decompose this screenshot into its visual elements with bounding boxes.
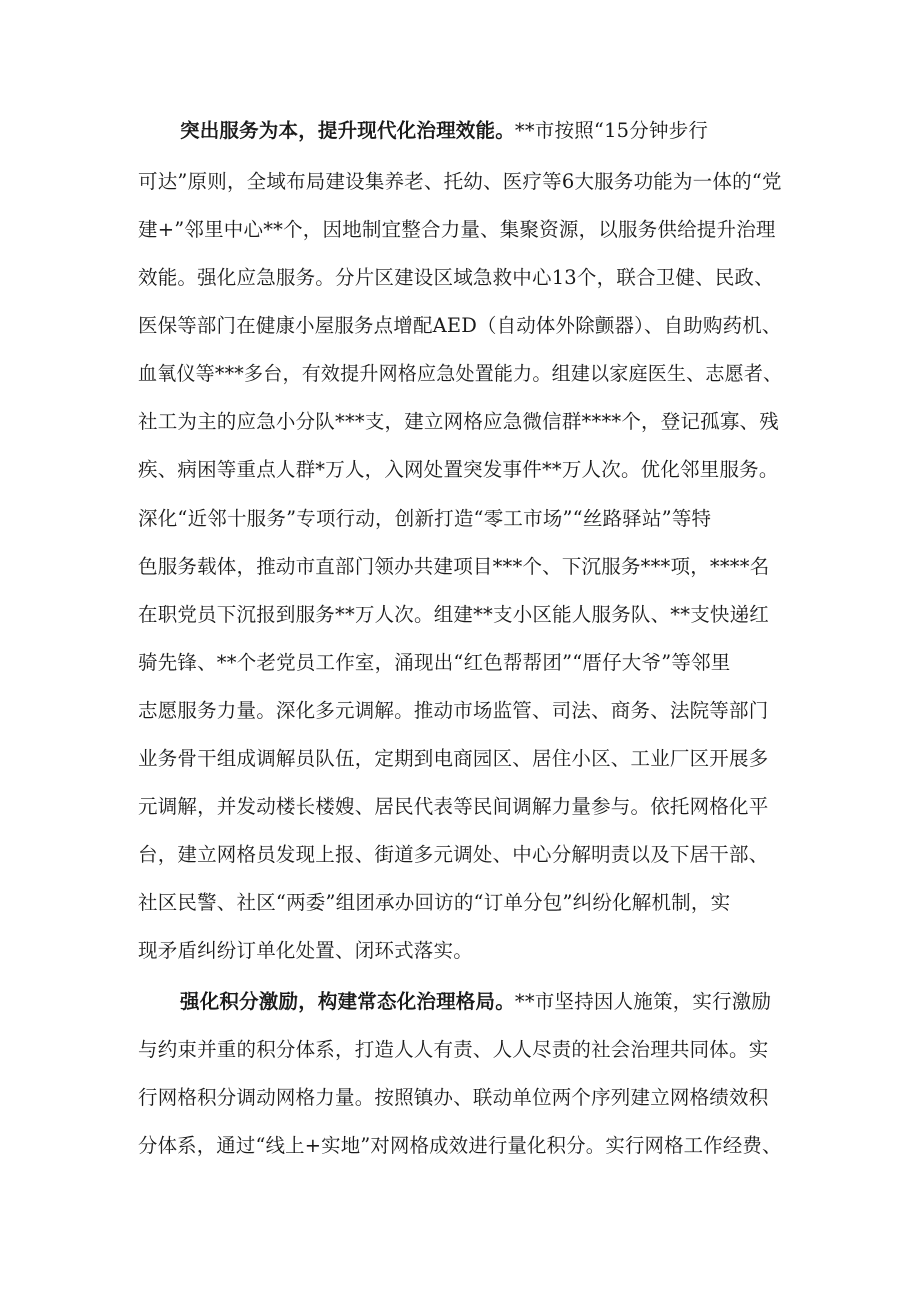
paragraph-1-line-4: 效能。强化应急服务。分片区建设区域急救中心13个，联合卫健、民政、	[138, 266, 774, 289]
paragraph-1-line-15: 元调解，并发动楼长楼嫂、居民代表等民间调解力量参与。依托网格化平	[138, 795, 769, 818]
paragraph-1-line-6: 血氧仪等***多台，有效提升网格应急处置能力。组建以家庭医生、志愿者、	[138, 362, 783, 385]
paragraph-1-line-7: 社工为主的应急小分队***支，建立网格应急微信群****个，登记孤寡、残	[138, 410, 779, 433]
paragraph-1-line-5: 医保等部门在健康小屋服务点增配AED（自动体外除颤器）、自助购药机、	[138, 314, 782, 337]
paragraph-1-heading: 突出服务为本，提升现代化治理效能。	[180, 119, 515, 142]
paragraph-1-line-10: 色服务载体，推动市直部门领办共建项目***个、下沉服务***项，****名	[138, 555, 770, 578]
paragraph-1-text: **市按照“15分钟步行	[514, 119, 709, 142]
paragraph-2-heading: 强化积分激励，构建常态化治理格局。	[180, 990, 515, 1013]
paragraph-1-line-12: 骑先锋、**个老党员工作室，涌现出“红色帮帮团”“厝仔大爷”等邻里	[138, 651, 731, 674]
paragraph-1-line-3: 建+”邻里中心**个，因地制宜整合力量、集聚资源，以服务供给提升治理	[138, 218, 776, 241]
paragraph-2-line-1	[180, 988, 771, 1016]
paragraph-2-line-4: 分体系，通过“线上+实地”对网格成效进行量化积分。实行网格工作经费、	[138, 1134, 782, 1157]
paragraph-1-line-1	[180, 117, 708, 145]
paragraph-1-line-14: 业务骨干组成调解员队伍，定期到电商园区、居住小区、工业厂区开展多	[138, 747, 769, 770]
paragraph-1-line-9: 深化“近邻十服务”专项行动，创新打造“零工市场”“丝路驿站”等特	[138, 507, 712, 530]
paragraph-1-line-17: 社区民警、社区“两委”组团承办回访的“订单分包”纠纷化解机制，实	[138, 891, 731, 914]
paragraph-1-line-18: 现矛盾纠纷订单化处置、闭环式落实。	[138, 939, 473, 962]
paragraph-1-line-8: 疾、病困等重点人群*万人，入网处置突发事件**万人次。优化邻里服务。	[138, 458, 779, 481]
paragraph-2-line-3: 行网格积分调动网格力量。按照镇办、联动单位两个序列建立网格绩效积	[138, 1086, 769, 1109]
paragraph-1-line-13: 志愿服务力量。深化多元调解。推动市场监管、司法、商务、法院等部门	[138, 699, 769, 722]
paragraph-1-line-2: 可达”原则，全域布局建设集养老、托幼、医疗等6大服务功能为一体的“党	[138, 170, 782, 193]
paragraph-1-line-16: 台，建立网格员发现上报、街道多元调处、中心分解明责以及下居干部、	[138, 843, 769, 866]
paragraph-2-line-2: 与约束并重的积分体系，打造人人有责、人人尽责的社会治理共同体。实	[138, 1038, 769, 1061]
paragraph-2-text: **市坚持因人施策，实行激励	[514, 990, 772, 1013]
paragraph-1-line-11: 在职党员下沉报到服务**万人次。组建**支小区能人服务队、**支快递红	[138, 603, 770, 626]
